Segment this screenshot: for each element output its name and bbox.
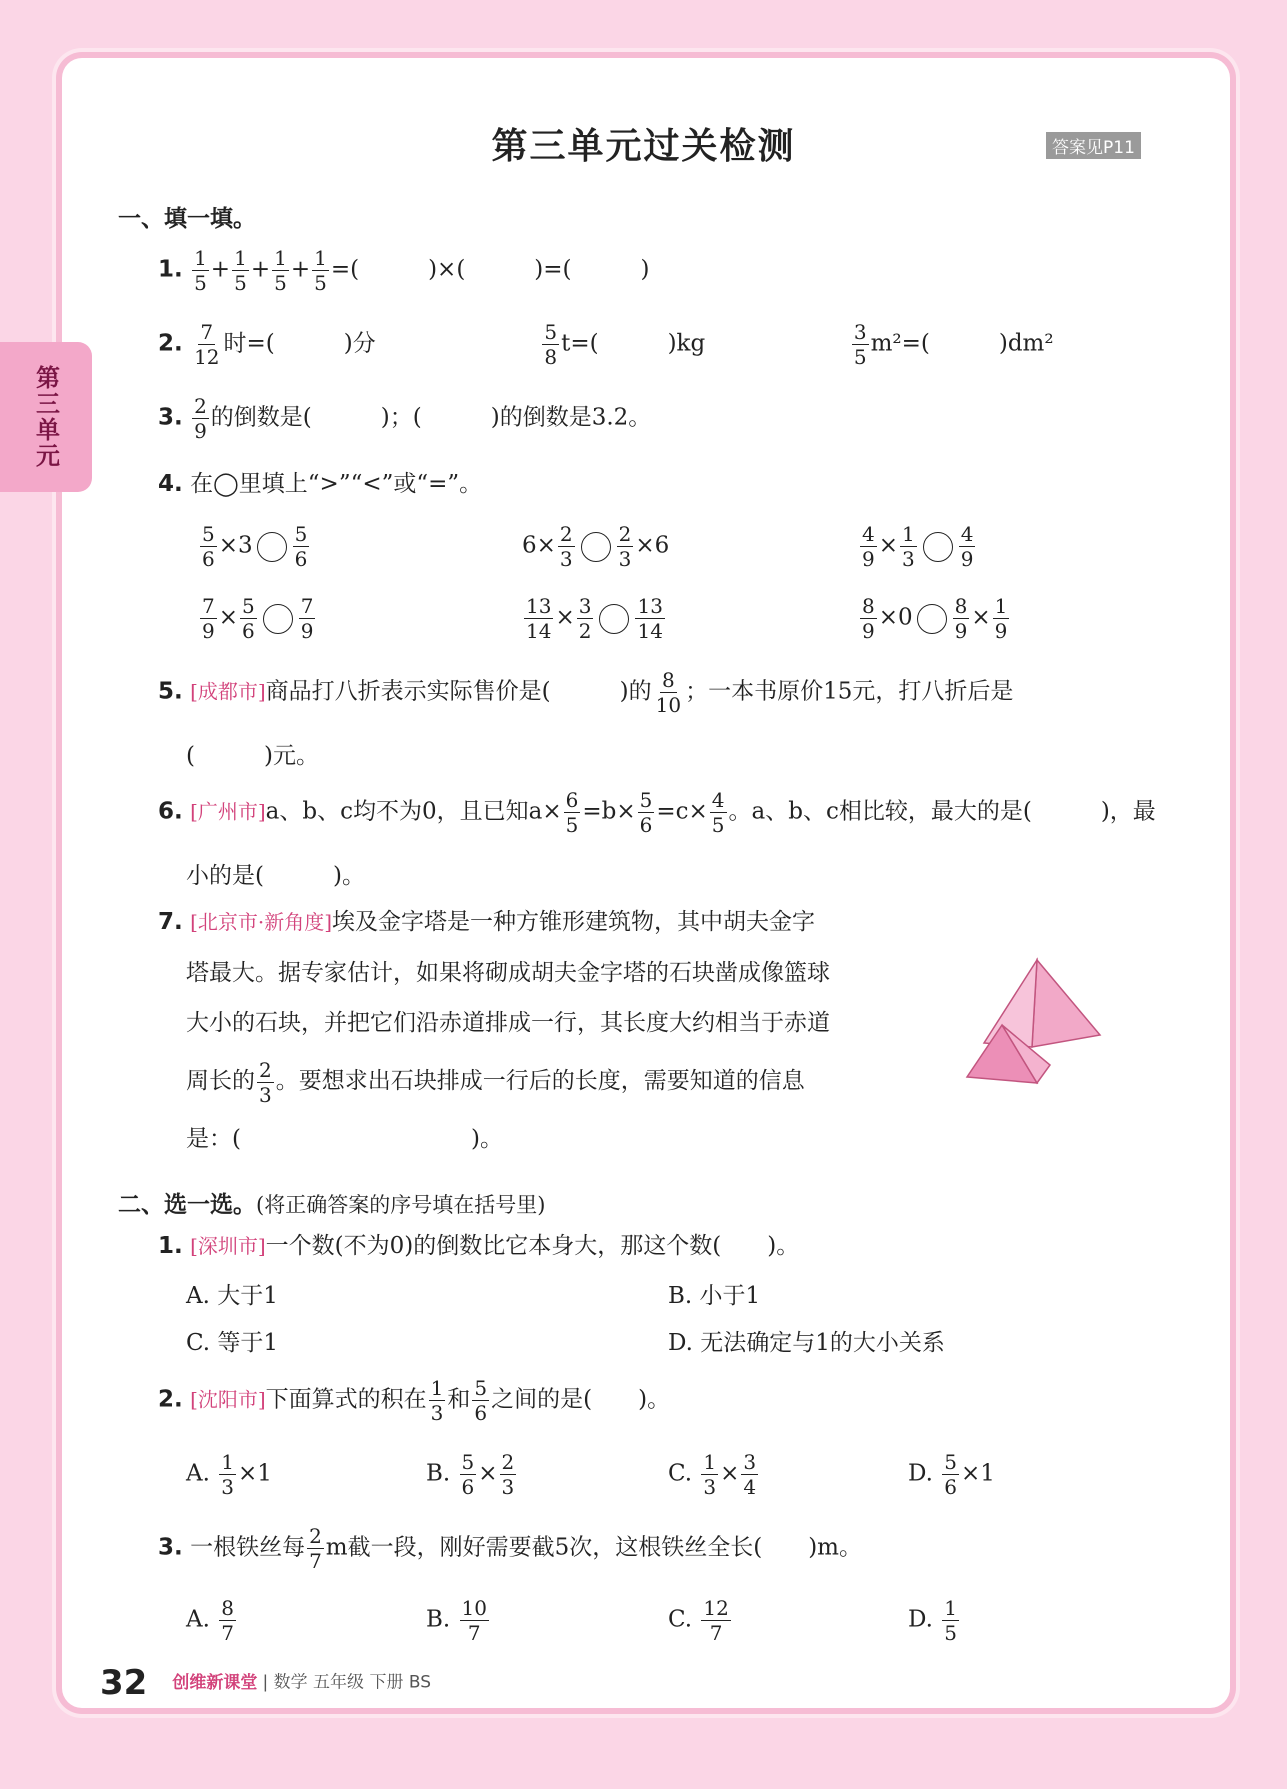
option-2-1-D[interactable]: D. 无法确定与1的大小关系 [668,1330,945,1356]
option-2-3-A[interactable]: A. $\frac{8}{7}$ [186,1596,234,1645]
compare-row-2c: $\frac{8}{9}$ ×0 $\frac{8}{9}$ × $\frac{1}{9}$ [862,594,1008,643]
question-2-3: 3. 一根铁丝每 $\frac{2}{7}$ m截一段，刚好需要截5次，这根铁丝全长( )m。 [158,1524,862,1573]
question-2-2: 2. [沈阳市]下面算式的积在 $\frac{1}{3}$ 和 $\frac{5}{6}$ 之间的是( )。 [158,1376,671,1425]
compare-circle[interactable] [257,532,287,562]
compare-row-2b: $\frac{13}{14}$ × $\frac{3}{2}$ $\frac{13}{14}$ [526,594,663,643]
compare-circle[interactable] [263,604,293,634]
page-title: 第三单元过关检测 [491,126,796,167]
option-2-3-B[interactable]: B. $\frac{10}{7}$ [426,1596,487,1645]
question-1-6-cont: 小的是( )。 [186,863,365,889]
page-footer [100,1663,431,1703]
option-2-2-C[interactable]: C. $\frac{1}{3}$ × $\frac{3}{4}$ [668,1450,757,1499]
option-2-3-D[interactable]: D. $\frac{1}{5}$ [908,1596,957,1645]
option-2-1-C[interactable]: C. 等于1 [186,1330,279,1356]
question-1-7-line-1: 7. [北京市·新角度]埃及金字塔是一种方锥形建筑物，其中胡夫金字 [158,909,816,935]
question-1-3: 3. $\frac{2}{9}$ 的倒数是( )；( )的倒数是3.2。 [158,394,652,443]
question-1-4: 4. 在◯里填上“>”“<”或“=”。 [158,471,483,497]
pyramid-illustration [962,955,1102,1090]
footer-brand: 创维新课堂 [172,1672,258,1693]
compare-row-1: $\frac{5}{6}$ ×3 $\frac{5}{6}$ [202,522,308,571]
compare-circle[interactable] [917,604,947,634]
footer-meta: | 数学 五年级 下册 BS [262,1672,432,1693]
compare-circle[interactable] [599,604,629,634]
question-2-1: 1. [深圳市]一个数(不为0)的倒数比它本身大，那这个数( )。 [158,1233,800,1259]
compare-row-1c: $\frac{4}{9}$ × $\frac{1}{3}$ $\frac{4}{9}$ [862,522,974,571]
option-2-1-B[interactable]: B. 小于1 [668,1283,761,1309]
unit-side-tab: 第三单元 [0,342,92,492]
page-number: 32 [100,1663,148,1703]
compare-row-1b: 6× $\frac{2}{3}$ $\frac{2}{3}$ ×6 [522,522,670,571]
question-1-5-cont: ( )元。 [186,743,319,769]
question-1-6: 6. [广州市]a、b、c均不为0，且已知a× $\frac{6}{5}$ =b× $\frac{5}{6}$ =c× $\frac{4}{5}$ 。a、b、c相比较，最大的是( )，最 [158,788,1156,837]
question-1-1: 1. $\frac{1}{5}$ + $\frac{1}{5}$ + $\frac{1}{5}$ + $\frac{1}{5}$ =( )×( )=( ) [158,246,650,295]
option-2-1-A[interactable]: A. 大于1 [186,1283,278,1309]
compare-row-2: $\frac{7}{9}$ × $\frac{5}{6}$ $\frac{7}{9}$ [202,594,314,643]
option-2-2-B[interactable]: B. $\frac{5}{6}$ × $\frac{2}{3}$ [426,1450,515,1499]
answer-reference: 答案见P11 [1046,132,1141,159]
option-2-2-D[interactable]: D. $\frac{5}{6}$ ×1 [908,1450,995,1499]
option-2-2-A[interactable]: A. $\frac{1}{3}$ ×1 [186,1450,272,1499]
section-1-heading: 一、填一填。 [118,206,256,232]
compare-circle[interactable] [581,532,611,562]
compare-circle[interactable] [923,532,953,562]
question-1-7-body: 塔最大。据专家估计，如果将砌成胡夫金字塔的石块凿成像篮球 大小的石块，并把它们沿赤道排成一行，其长度大约相当于赤道 周长的 $\frac{2}{3}$ 。要想求出石块排成一行后的长度，需要知道的信息 是：( )。 [186,960,830,1152]
section-2-heading: 二、选一选。(将正确答案的序号填在括号里) [118,1192,546,1218]
question-1-2: 2. $\frac{7}{12}$ 时=( )分 $\frac{5}{8}$ t=( )kg $\frac{3}{5}$ m²=( )dm² [158,320,1054,369]
question-1-5: 5. [成都市]商品打八折表示实际售价是( )的 $\frac{8}{10}$ ；一本书原价15元，打八折后是 [158,668,1014,717]
option-2-3-C[interactable]: C. $\frac{12}{7}$ [668,1596,729,1645]
